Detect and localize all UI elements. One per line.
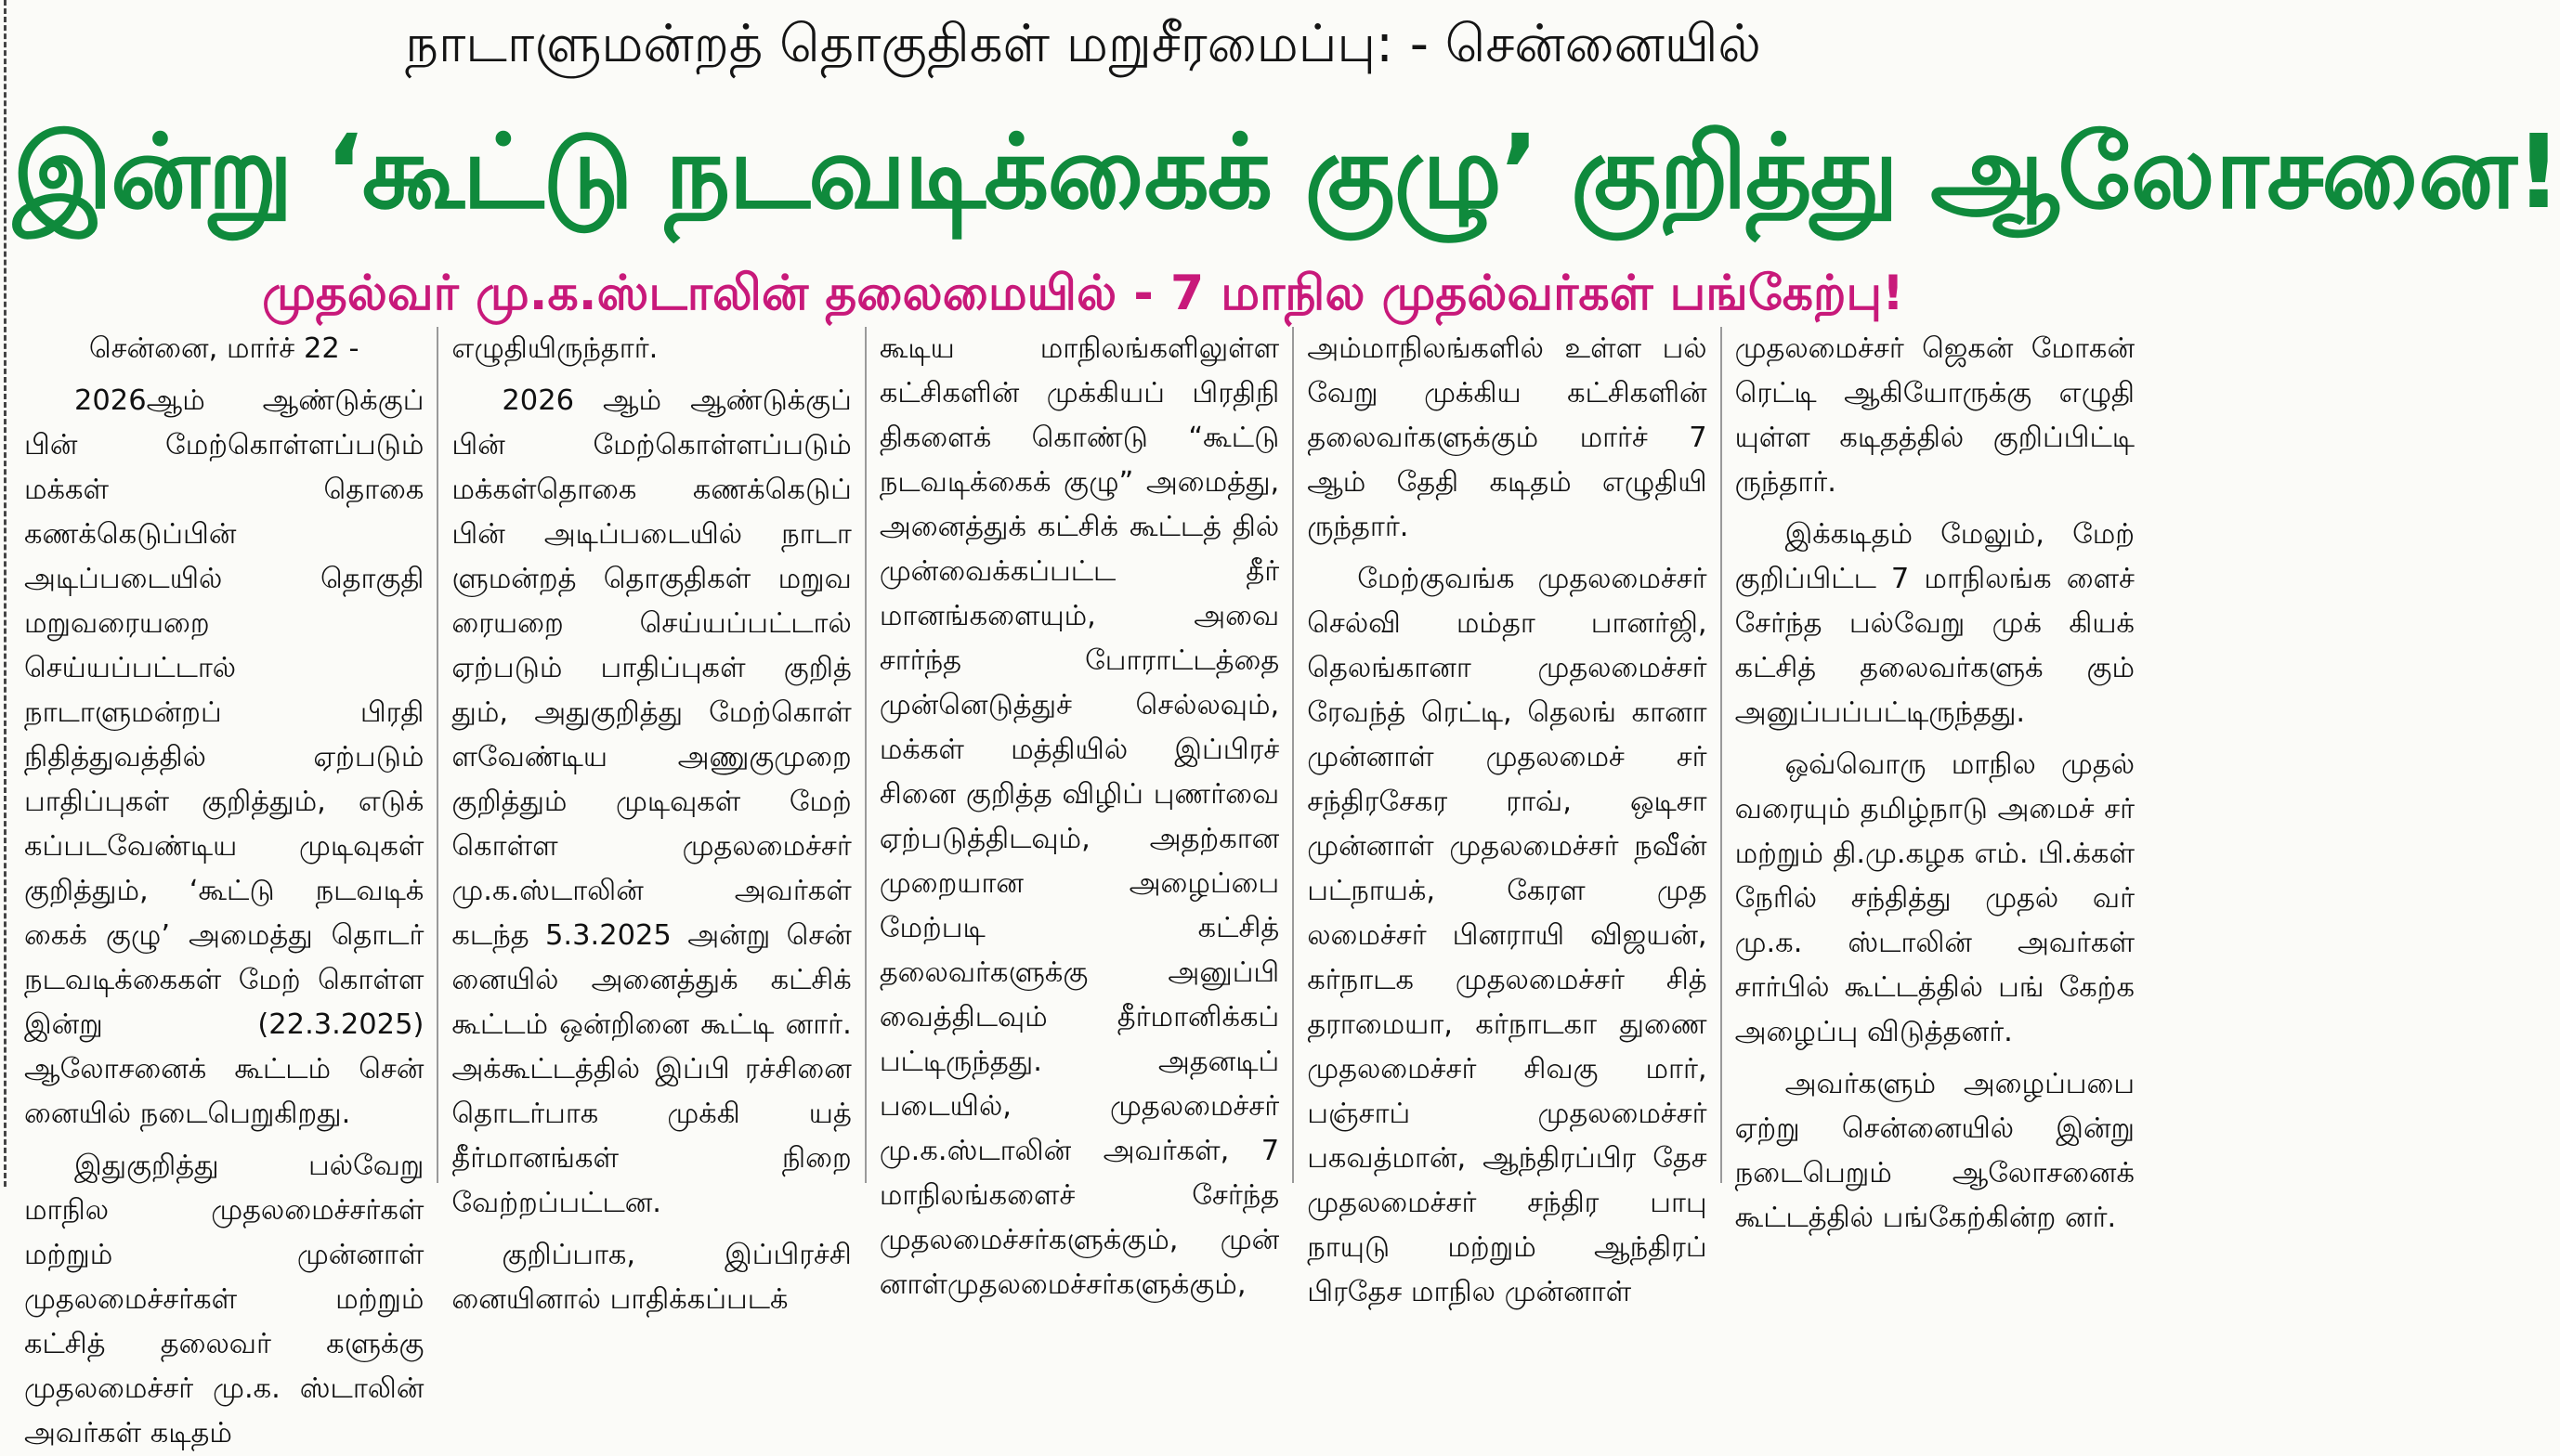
article-column-3 <box>865 327 1292 1301</box>
paragraph: அவர்களும் அழைப்பபை ஏற்று சென்னையில் இன்று நடைபெறும் ஆலோசனைக் கூட்டத்தில் பங்கேற்கின்ற னர். <box>1734 1068 2136 1234</box>
article-column-2 <box>437 327 864 1316</box>
clipping-cut-line <box>4 0 7 1187</box>
article-column-1 <box>20 327 437 1450</box>
paragraph: 2026ஆம் ஆண்டுக்குப் பின் மேற்கொள்ளப்படும் மக்கள் தொகை கணக்கெடுப்பின் அடிப்படையில் தொகுதி மறுவரையறை செய்யப்பட்டால் நாடாளுமன்றப் பிரதி நிதித்துவத்தில் ஏற்படும் பாதிப்புகள் குறித்தும், எடுக் கப்படவேண்டிய முடிவுகள் குறித்தும், ‘கூட்டு நடவடிக் கைக் குழு’ அமைத்து தொடர் நடவடிக்கைகள் மேற் கொள்ள இன்று (22.3.2025) ஆலோசனைக் கூட்டம் சென் னையில் நடைபெறுகிறது. <box>24 384 424 1130</box>
paragraph: முதலமைச்சர் ஜெகன் மோகன் ரெட்டி ஆகியோருக்கு எழுதி யுள்ள கடிதத்தில் குறிப்பிட்டி ருந்தார். <box>1734 332 2136 499</box>
paragraph: இதுகுறித்து பல்வேறு மாநில முதலமைச்சர்கள் மற்றும் முன்னாள் முதலமைச்சர்கள் மற்றும் கட்சித் தலைவர் களுக்கு முதலமைச்சர் மு.க. ஸ்டாலின் அவர்கள் கடிதம் <box>24 1150 424 1450</box>
sub-headline: முதல்வர் மு.க.ஸ்டாலின் தலைமையில் - 7 மாநில முதல்வர்கள் பங்கேற்பு! <box>262 266 1904 321</box>
main-headline: இன்று ‘கூட்டு நடவடிக்கைக் குழு’ குறித்து ஆலோசனை! <box>13 112 2560 231</box>
paragraph: அம்மாநிலங்களில் உள்ள பல் வேறு முக்கிய கட்சிகளின் தலைவர்களுக்கும் மார்ச் 7 ஆம் தேதி கடிதம் எழுதியி ருந்தார். <box>1307 332 1707 543</box>
paragraph: மேற்குவங்க முதலமைச்சர் செல்வி மம்தா பானர்ஜி, தெலங்கானா முதலமைச்சர் ரேவந்த் ரெட்டி, தெலங் கானா முன்னாள் முதலமைச் சர் சந்திரசேகர ராவ், ஒடிசா முன்னாள் முதலமைச்சர் நவீன் பட்நாயக், கேரள முத லமைச்சர் பினராயி விஜயன், கர்நாடக முதலமைச்சர் சித் தராமையா, கர்நாடகா துணை முதலமைச்சர் சிவகு மார், பஞ்சாப் முதலமைச்சர் பகவத்மான், ஆந்திரப்பிர தேச முதலமைச்சர் சந்திர பாபு நாயுடு மற்றும் ஆந்திரப் பிரதேச மாநில முன்னாள் <box>1307 563 1707 1308</box>
dateline: சென்னை, மார்ச் 22 - <box>88 332 359 365</box>
paragraph: குறிப்பாக, இப்பிரச்சி னையினால் பாதிக்கப்படக் <box>451 1239 852 1316</box>
paragraph: இக்கடிதம் மேலும், மேற் குறிப்பிட்ட 7 மாநிலங்க ளைச் சேர்ந்த பல்வேறு முக் கியக் கட்சித் தலைவர்களுக் கும் அனுப்பப்பட்டிருந்தது. <box>1734 518 2136 729</box>
article-column-4 <box>1292 327 1719 1308</box>
article-column-5 <box>1720 327 2148 1234</box>
kicker-headline: நாடாளுமன்றத் தொகுதிகள் மறுசீரமைப்பு: - சென்னையில் <box>405 14 1761 74</box>
paragraph: கூடிய மாநிலங்களிலுள்ள கட்சிகளின் முக்கியப் பிரதிநி திகளைக் கொண்டு “கூட்டு நடவடிக்கைக் குழு” அமைத்து, அனைத்துக் கட்சிக் கூட்டத் தில் முன்வைக்கப்பட்ட தீர் மானங்களையும், அவை சார்ந்த போராட்டத்தை முன்னெடுத்துச் செல்லவும், மக்கள் மத்தியில் இப்பிரச் சினை குறித்த விழிப் புணர்வை ஏற்படுத்திடவும், அதற்கான முறையான அழைப்பை மேற்படி கட்சித் தலைவர்களுக்கு அனுப்பி வைத்திடவும் தீர்மானிக்கப் பட்டிருந்தது. அதனடிப் படையில், முதலமைச்சர் மு.க.ஸ்டாலின் அவர்கள், 7 மாநிலங்களைச் சேர்ந்த முதலமைச்சர்களுக்கும், முன் னாள்முதலமைச்சர்களுக்கும், <box>879 332 1280 1301</box>
paragraph: எழுதியிருந்தார். <box>451 332 659 365</box>
paragraph: ஒவ்வொரு மாநில முதல் வரையும் தமிழ்நாடு அமைச் சர் மற்றும் தி.மு.கழக எம். பி.க்கள் நேரில் சந்தித்து முதல் வர் மு.க. ஸ்டாலின் அவர்கள் சார்பில் கூட்டத்தில் பங் கேற்க அழைப்பு விடுத்தனர். <box>1734 748 2136 1048</box>
article-body <box>20 327 2148 1450</box>
paragraph: 2026 ஆம் ஆண்டுக்குப் பின் மேற்கொள்ளப்படும் மக்கள்தொகை கணக்கெடுப் பின் அடிப்படையில் நாடா ளுமன்றத் தொகுதிகள் மறுவ ரையறை செய்யப்பட்டால் ஏற்படும் பாதிப்புகள் குறித் தும், அதுகுறித்து மேற்கொள் ளவேண்டிய அணுகுமுறை குறித்தும் முடிவுகள் மேற் கொள்ள முதலமைச்சர் மு.க.ஸ்டாலின் அவர்கள் கடந்த 5.3.2025 அன்று சென் னையில் அனைத்துக் கட்சிக் கூட்டம் ஒன்றினை கூட்டி னார். அக்கூட்டத்தில் இப்பி ரச்சினை தொடர்பாக முக்கி யத் தீர்மானங்கள் நிறை வேற்றப்பட்டன. <box>451 384 852 1219</box>
